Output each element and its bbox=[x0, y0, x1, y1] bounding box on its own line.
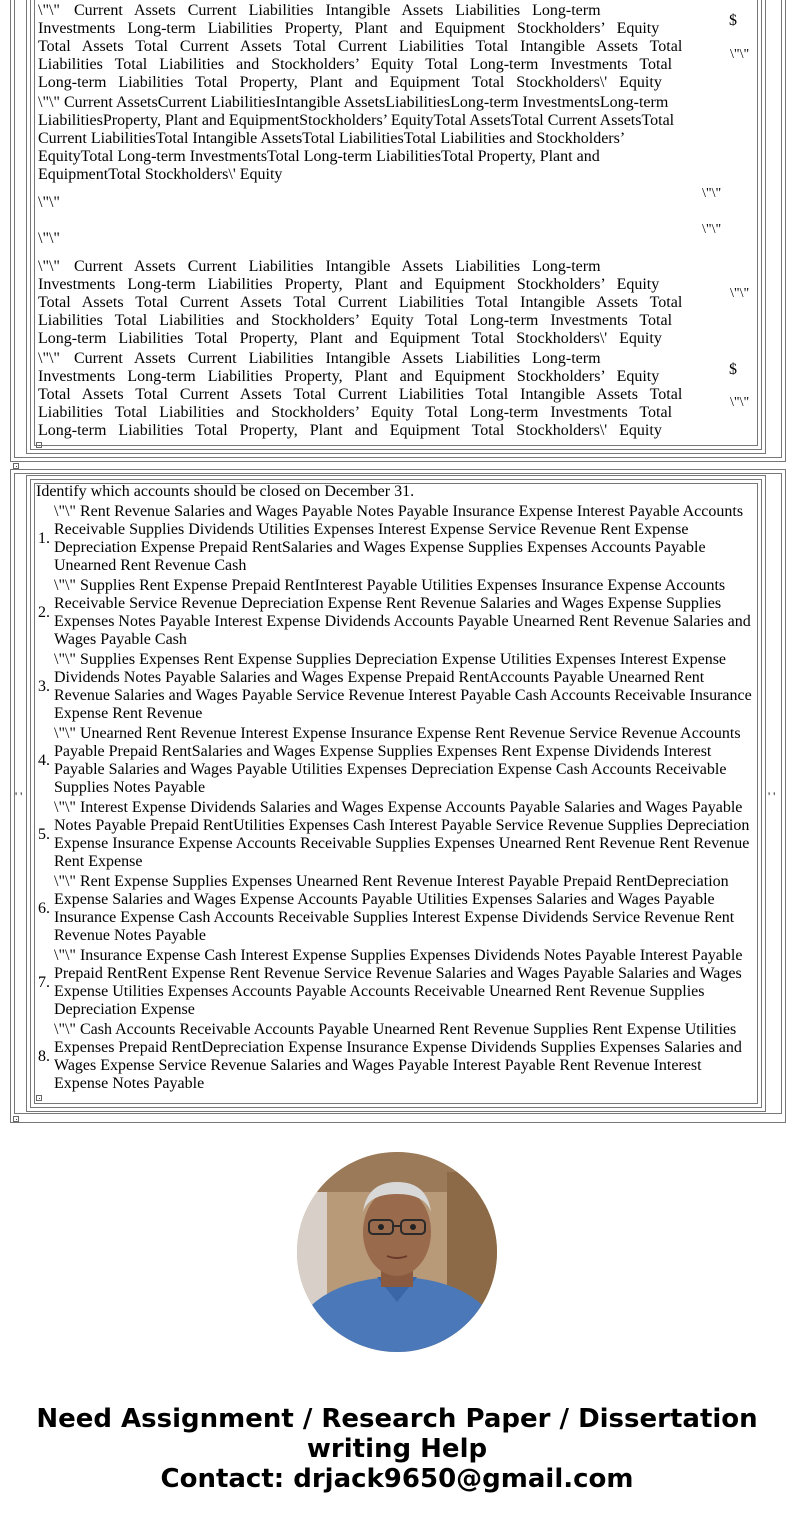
item-7-image: \"\" bbox=[54, 947, 76, 964]
broken-image-4b-text: \"\" bbox=[702, 222, 722, 237]
question-prompt: Identify which accounts should be closed on December 31. bbox=[36, 483, 415, 500]
broken-image-4: \"\" bbox=[38, 230, 60, 247]
item-5-text: Interest Expense Dividends Salaries and Wages Expense Accounts Payable Salaries and Wages Payable Notes Payable Prepaid RentUtilities Expenses Cash Interest Payable Service Revenue Supplies Depreciation Expense Insurance Expense Accounts Receivable Supplies Expenses Unearned Rent Revenue Rent Revenue Rent Expense bbox=[54, 799, 750, 870]
item-7-text: Insurance Expense Cash Interest Expense Supplies Expenses Dividends Notes Payable Interest Payable Prepaid RentRent Expense Rent Revenue Service Revenue Salaries and Wages Payable Salaries and Wages Expense Utilities Expenses Accounts Payable Accounts Receivable Unearned Rent Revenue Supplies Depreciation Expense bbox=[54, 947, 743, 1018]
answer-row-4[interactable] bbox=[38, 230, 683, 248]
item-2-text: Supplies Rent Expense Prepaid RentInterest Payable Utilities Expenses Insurance Expense Accounts Receivable Service Revenue Depreciation Expense Rent Revenue Salaries and Wages Expense Supplies Expenses Notes Payable Interest Expense Dividends Accounts Payable Unearned Rent Revenue Salaries and Wages Payable Cash bbox=[54, 577, 751, 648]
item-6-number: 6. bbox=[38, 900, 50, 917]
item-3-number: 3. bbox=[38, 678, 50, 695]
broken-image-6b-text: \"\" bbox=[730, 395, 750, 410]
item-8-number: 8. bbox=[38, 1048, 50, 1065]
right-quote-mark: ' ' bbox=[768, 789, 776, 803]
item-8-image: \"\" bbox=[54, 1021, 76, 1038]
item-8-text: Cash Accounts Receivable Accounts Payable Unearned Rent Revenue Supplies Rent Expense Utilities Expenses Prepaid RentDepreciation Expense Insurance Expense Dividends Supplies Expenses Salaries and Wages Expense Service Revenue Salaries and Wages Payable Interest Payable Rent Revenue Interest Expense Notes Payable bbox=[54, 1021, 742, 1092]
row-2-options: Current AssetsCurrent LiabilitiesIntangible AssetsLiabilitiesLong-term InvestmentsLong-term LiabilitiesProperty, Plant and EquipmentStockholders’ EquityTotal AssetsTotal Current AssetsTotal Current LiabilitiesTotal Intangible AssetsTotal LiabilitiesTotal Liabilities and Stockholders’ EquityTotal Long-term InvestmentsTotal Long-term LiabilitiesTotal Property, Plant and EquipmentTotal Stockholders\' Equity bbox=[38, 94, 675, 183]
dollar-sign-1: $ bbox=[729, 12, 737, 29]
broken-image-5b-text: \"\" bbox=[730, 286, 750, 301]
dollar-sign-6: $ bbox=[729, 361, 737, 378]
broken-image-1b-text: \"\" bbox=[730, 47, 750, 62]
item-7-number: 7. bbox=[38, 974, 50, 991]
author-photo bbox=[297, 1152, 497, 1352]
broken-image-2: \"\" bbox=[38, 94, 60, 111]
footer-line-1: Need Assignment / Research Paper / Dissertation bbox=[36, 1404, 758, 1434]
item-2-number: 2. bbox=[38, 604, 50, 621]
answer-row-5[interactable] bbox=[38, 258, 683, 348]
answer-row-3[interactable] bbox=[38, 194, 683, 212]
broken-image-3b-text: \"\" bbox=[702, 186, 722, 201]
item-6[interactable] bbox=[54, 873, 754, 945]
broken-image-3: \"\" bbox=[38, 194, 60, 211]
item-3[interactable] bbox=[54, 651, 754, 723]
item-3-image: \"\" bbox=[54, 651, 76, 668]
answer-row-6[interactable] bbox=[38, 350, 683, 440]
footer-line-2: writing Help bbox=[306, 1434, 488, 1464]
row-5-options: Current Assets Current Liabilities Intangible Assets Liabilities Long-term Investments Long-term Liabilities Property, Plant and Equipment Stockholders’ Equity Total Assets Total Current Assets Total Current Liabilities Total Intangible Assets Total Liabilities Total Liabilities and Stockholders’ Equity Total Long-term Investments Total Long-term Liabilities Total Property, Plant and Equipment Total Stockholders\' Equity bbox=[38, 258, 683, 347]
broken-image-5: \"\" bbox=[38, 258, 60, 275]
broken-image-4b bbox=[702, 222, 726, 237]
left-quote-mark: ' ' bbox=[15, 789, 23, 803]
item-2[interactable] bbox=[54, 577, 754, 649]
item-1-text: Rent Revenue Salaries and Wages Payable Notes Payable Insurance Expense Interest Payable Accounts Receivable Supplies Dividends Utilities Expenses Interest Expense Service Revenue Rent Expense Depreciation Expense Prepaid RentSalaries and Wages Expense Supplies Expenses Accounts Payable Unearned Rent Revenue Cash bbox=[54, 503, 744, 574]
row-1-options: Current Assets Current Liabilities Intangible Assets Liabilities Long-term Investments Long-term Liabilities Property, Plant and Equipment Stockholders’ Equity Total Assets Total Current Assets Total Current Liabilities Total Intangible Assets Total Liabilities Total Liabilities and Stockholders’ Equity Total Long-term Investments Total Long-term Liabilities Total Property, Plant and Equipment Total Stockholders\' Equity bbox=[38, 2, 683, 91]
item-6-text: Rent Expense Supplies Expenses Unearned Rent Revenue Interest Payable Prepaid RentDepreciation Expense Salaries and Wages Expense Accounts Payable Utilities Expenses Salaries and Wages Payable Insurance Expense Cash Accounts Receivable Supplies Interest Expense Dividends Service Revenue Rent Revenue Notes Payable bbox=[54, 873, 735, 944]
row-6-options: Current Assets Current Liabilities Intangible Assets Liabilities Long-term Investments Long-term Liabilities Property, Plant and Equipment Stockholders’ Equity Total Assets Total Current Assets Total Current Liabilities Total Intangible Assets Total Liabilities Total Liabilities and Stockholders’ Equity Total Long-term Investments Total Long-term Liabilities Total Property, Plant and Equipment Total Stockholders\' Equity bbox=[38, 350, 683, 439]
broken-image-6: \"\" bbox=[38, 350, 60, 367]
answer-row-1[interactable] bbox=[38, 2, 683, 92]
broken-image-5b bbox=[730, 286, 756, 301]
footer-contact[interactable]: Contact: drjack9650@gmail.com bbox=[160, 1464, 634, 1494]
item-5-image: \"\" bbox=[54, 799, 76, 816]
small-marker-3 bbox=[36, 1095, 42, 1101]
item-1-image: \"\" bbox=[54, 503, 76, 520]
small-marker-4 bbox=[13, 1116, 19, 1122]
item-1[interactable] bbox=[54, 503, 754, 575]
broken-image-1: \"\" bbox=[38, 2, 60, 19]
item-5-number: 5. bbox=[38, 826, 50, 843]
author-avatar bbox=[297, 1152, 497, 1352]
item-4-text: Unearned Rent Revenue Interest Expense Insurance Expense Rent Revenue Service Revenue Accounts Payable Prepaid RentSalaries and Wages Expense Supplies Expenses Rent Expense Dividends Interest Payable Salaries and Wages Payable Utilities Expenses Depreciation Expense Cash Accounts Receivable Supplies Notes Payable bbox=[54, 725, 741, 796]
item-5[interactable] bbox=[54, 799, 754, 871]
item-7[interactable] bbox=[54, 947, 754, 1019]
item-8[interactable] bbox=[54, 1021, 754, 1093]
item-4-image: \"\" bbox=[54, 725, 76, 742]
broken-image-3b bbox=[702, 186, 726, 201]
item-2-image: \"\" bbox=[54, 577, 76, 594]
item-4[interactable] bbox=[54, 725, 754, 797]
item-4-number: 4. bbox=[38, 752, 50, 769]
answer-row-2[interactable] bbox=[38, 94, 688, 184]
small-marker-1 bbox=[36, 442, 42, 448]
item-1-number: 1. bbox=[38, 530, 50, 547]
item-6-image: \"\" bbox=[54, 873, 76, 890]
broken-image-6b bbox=[730, 395, 756, 410]
item-3-text: Supplies Expenses Rent Expense Supplies Depreciation Expense Utilities Expenses Interest Expense Dividends Notes Payable Salaries and Wages Expense Prepaid RentAccounts Payable Unearned Rent Revenue Salaries and Wages Payable Service Revenue Interest Payable Cash Accounts Receivable Insurance Expense Rent Revenue bbox=[54, 651, 752, 722]
broken-image-1b bbox=[730, 47, 756, 62]
